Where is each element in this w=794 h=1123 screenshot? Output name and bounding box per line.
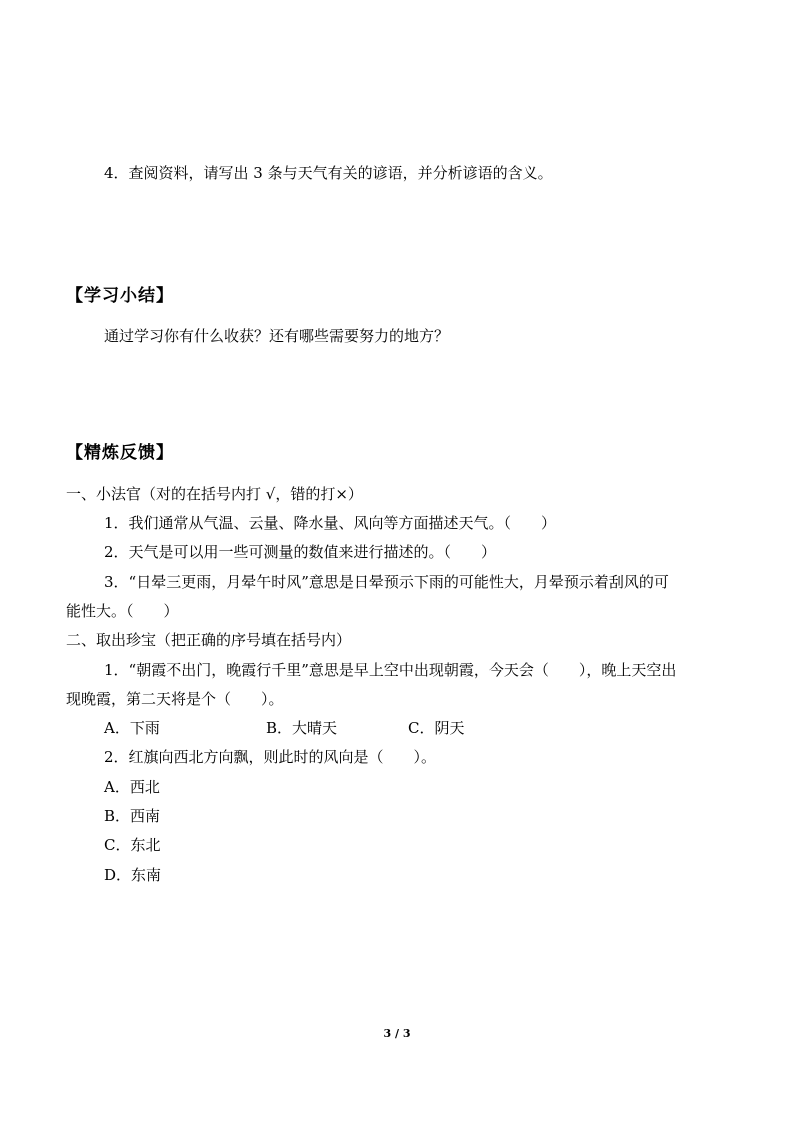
part1-question-2: 2．天气是可以用一些可测量的数值来进行描述的。（ ） xyxy=(104,543,497,561)
part1-title: 一、小法官（对的在括号内打 √，错的打×） xyxy=(66,485,363,503)
part1-question-3-line-2: 能性大。（ ） xyxy=(66,602,179,620)
part2-question-2: 2．红旗向西北方向飘，则此时的风向是（ ）。 xyxy=(104,748,437,766)
q2-option-a: A．西北 xyxy=(104,778,160,796)
page-number: 3 / 3 xyxy=(383,1027,411,1040)
q2-option-b: B．西南 xyxy=(104,807,161,825)
summary-prompt: 通过学习你有什么收获？还有哪些需要努力的地方？ xyxy=(104,327,450,345)
part2-question-1-line-1: 1．“朝霞不出门，晚霞行千里”意思是早上空中出现朝霞，今天会（ ），晚上天空出 xyxy=(104,661,677,679)
q2-option-d: D．东南 xyxy=(104,866,162,884)
part1-question-1: 1．我们通常从气温、云量、降水量、风向等方面描述天气。（ ） xyxy=(104,514,557,532)
q1-option-a: A．下雨 xyxy=(104,719,160,737)
summary-heading: 【学习小结】 xyxy=(66,286,174,306)
q2-option-c: C．东北 xyxy=(104,836,161,854)
part1-question-3-line-1: 3．“日晕三更雨，月晕午时风”意思是日晕预示下雨的可能性大，月晕预示着刮风的可 xyxy=(104,573,669,591)
q1-option-c: C．阴天 xyxy=(408,719,465,737)
task-4: 4．查阅资料，请写出 3 条与天气有关的谚语，并分析谚语的含义。 xyxy=(104,164,553,182)
feedback-heading: 【精炼反馈】 xyxy=(66,443,174,463)
part2-title: 二、取出珍宝（把正确的序号填在括号内） xyxy=(66,631,352,649)
q1-option-b: B．大晴天 xyxy=(266,719,338,737)
part2-question-1-line-2: 现晚霞，第二天将是个（ ）。 xyxy=(66,690,284,708)
